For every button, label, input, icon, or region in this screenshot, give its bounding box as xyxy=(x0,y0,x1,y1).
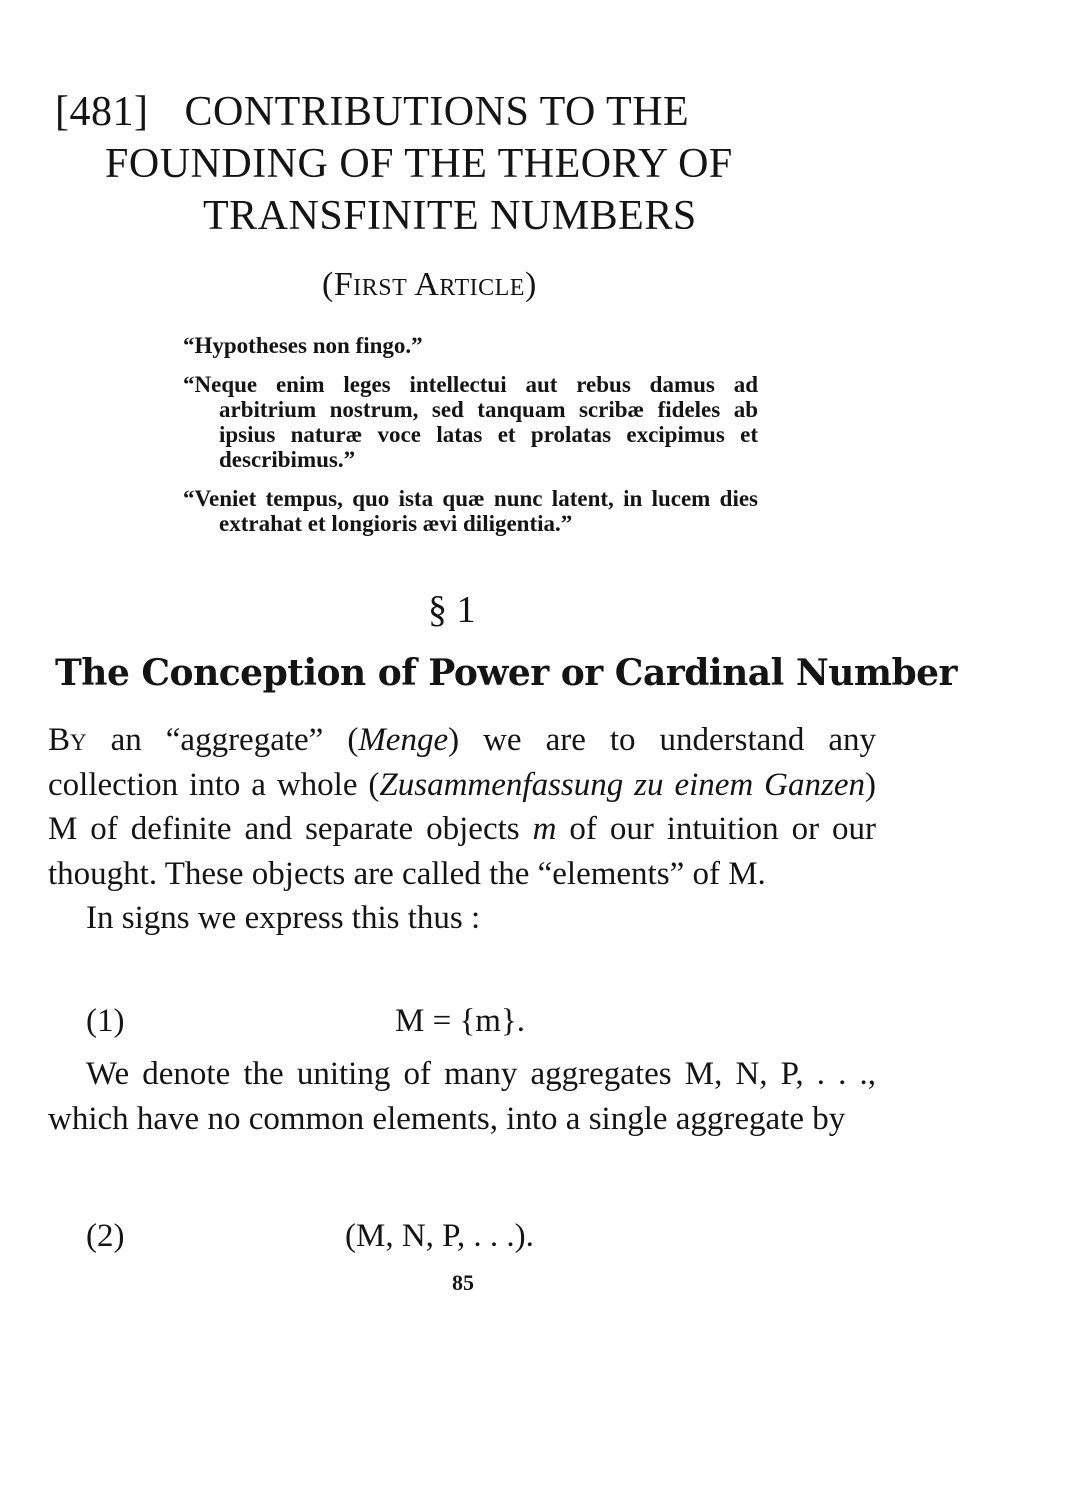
title-line-3: TRANSFINITE NUMBERS xyxy=(203,193,697,239)
subtitle-text: (First Article) xyxy=(322,266,537,303)
formula-1-number: (1) xyxy=(86,1003,125,1039)
body-text-2 xyxy=(48,1052,876,1142)
page-reference: [481] xyxy=(55,89,149,135)
article-title xyxy=(55,86,885,242)
epigraph-2: “Neque enim leges intellectui aut rebus damus ad arbitrium nostrum, sed tanquam scribæ fideles ab ipsius naturæ voce latas et prolatas excipimus et describimus.” xyxy=(183,372,758,472)
paragraph-uniting: We denote the uniting of many aggregates M, N, P, . . ., which have no common elements, into a single aggregate by xyxy=(48,1056,876,1137)
epigraph-1: “Hypotheses non fingo.” xyxy=(183,333,423,358)
paragraph-signs: In signs we express this thus : xyxy=(86,900,481,937)
section-heading: The Conception of Power or Cardinal Number xyxy=(55,652,958,694)
term-m: m xyxy=(532,811,557,848)
section-number: § 1 xyxy=(428,589,476,631)
epigraph-3: “Veniet tempus, quo ista quæ nunc latent, in lucem dies extrahat et longioris ævi diligentia.” xyxy=(183,486,758,536)
title-line-1: CONTRIBUTIONS TO THE xyxy=(184,89,690,135)
page-number: 85 xyxy=(452,1270,474,1295)
formula-2-number: (2) xyxy=(86,1218,125,1254)
body-text xyxy=(48,718,876,941)
formula-1 xyxy=(0,1003,1092,1047)
term-zusammenfassung: Zusammenfassung zu einem Ganzen xyxy=(379,766,865,803)
formula-2 xyxy=(0,1218,1092,1262)
formula-1-expression: M = {m}. xyxy=(395,1003,526,1039)
title-line-2: FOUNDING OF THE THEORY OF xyxy=(105,141,733,187)
epigraphs xyxy=(183,333,758,550)
paragraph-definition: By an “aggregate” (Menge) we are to understand any collection into a whole (Zusammenfassung zu einem Ganzen) M of definite and separate objects m of our intuition or our thought. These objects are called the “elements” of M. xyxy=(48,722,877,892)
term-menge: Menge xyxy=(358,722,449,758)
formula-2-expression: (M, N, P, . . .). xyxy=(345,1218,534,1254)
subtitle xyxy=(322,266,537,304)
